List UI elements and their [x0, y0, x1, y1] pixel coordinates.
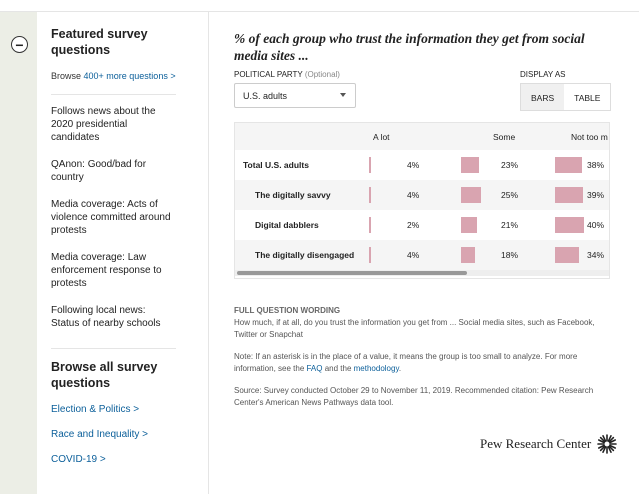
row-label: Total U.S. adults [243, 160, 309, 170]
question-wording: How much, if at all, do you trust the information you get from ... Social media sites, such as Facebook, Twitter or Snapchat [234, 318, 595, 339]
value-label: 21% [501, 220, 519, 230]
value-label: 4% [407, 190, 420, 200]
display-toggle [520, 83, 611, 111]
table-row [235, 150, 609, 180]
column-header: Some [493, 132, 516, 142]
sidebar-divider-2 [51, 348, 176, 349]
pew-sunburst-icon [597, 434, 617, 454]
column-divider [208, 12, 209, 494]
display-table-button[interactable]: TABLE [574, 93, 601, 103]
note-prefix: Note: If an asterisk is in the place of a value, it means the group is too small to analyze. For more information, see the [234, 352, 578, 373]
methodology-link[interactable]: methodology [353, 364, 399, 373]
display-as-label: DISPLAY AS [520, 70, 566, 79]
browse-all-title: Browse all survey questions [51, 360, 158, 390]
value-bar [555, 187, 583, 203]
value-label: 34% [587, 250, 605, 260]
note-suffix: . [398, 364, 402, 373]
left-rail [0, 12, 37, 494]
select-value: U.S. adults [243, 91, 288, 101]
value-bar [555, 247, 579, 263]
source-note: Source: Survey conducted October 29 to November 11, 2019. Recommended citation: Pew Research Center's American News Pathways data tool. [234, 386, 594, 407]
top-divider [0, 11, 639, 12]
value-bar [461, 157, 479, 173]
filter-label-text: POLITICAL PARTY [234, 70, 303, 79]
filters [234, 70, 612, 118]
table-row [235, 240, 609, 270]
table-row [235, 180, 609, 210]
value-bar [555, 157, 582, 173]
sidebar-item-violence-coverage[interactable]: Media coverage: Acts of violence committed around protests [51, 199, 171, 236]
value-label: 40% [587, 220, 605, 230]
value-bar [369, 157, 371, 173]
value-bar [461, 247, 475, 263]
value-label: 2% [407, 220, 420, 230]
faq-link[interactable]: FAQ [306, 364, 323, 373]
value-bar [555, 217, 584, 233]
value-label: 23% [501, 160, 519, 170]
sidebar-item-presidential-news[interactable]: Follows news about the 2020 presidential candidates [51, 106, 156, 143]
value-label: 4% [407, 250, 420, 260]
row-label: The digitally disengaged [255, 250, 355, 260]
sidebar-item-qanon[interactable]: QAnon: Good/bad for country [51, 159, 147, 183]
filter-optional: (Optional) [302, 70, 340, 79]
value-bar [369, 247, 371, 263]
sidebar-item-local-schools[interactable]: Following local news: Status of nearby schools [51, 305, 161, 329]
category-covid[interactable]: COVID-19 > [51, 454, 106, 465]
column-header: Not too m [571, 132, 608, 142]
value-bar [369, 187, 371, 203]
sidebar [51, 26, 176, 479]
display-bars-button[interactable]: BARS [521, 84, 564, 110]
value-label: 39% [587, 190, 605, 200]
value-label: 25% [501, 190, 519, 200]
notes [234, 305, 612, 419]
value-bar [369, 217, 371, 233]
category-election[interactable]: Election & Politics > [51, 404, 140, 415]
row-label: The digitally savvy [255, 190, 331, 200]
brand-name: Pew Research Center [480, 436, 592, 451]
political-party-select[interactable] [234, 83, 356, 108]
asterisk-note [234, 351, 612, 375]
table-header [235, 123, 609, 150]
column-header: A lot [373, 132, 390, 142]
question-title: % of each group who trust the information they get from social media sites ... [234, 31, 585, 63]
scrollbar-thumb[interactable] [237, 271, 467, 275]
chevron-down-icon [340, 93, 346, 97]
value-bar [461, 187, 481, 203]
results-table [234, 122, 610, 279]
value-label: 18% [501, 250, 519, 260]
value-bar [461, 217, 477, 233]
value-label: 4% [407, 160, 420, 170]
table-row [235, 210, 609, 240]
horizontal-scrollbar[interactable] [235, 270, 609, 276]
collapse-icon[interactable]: − [11, 36, 28, 53]
wording-heading: FULL QUESTION WORDING [234, 306, 341, 315]
note-mid: and the [322, 364, 354, 373]
pew-logo[interactable] [480, 434, 617, 454]
value-label: 38% [587, 160, 605, 170]
main-panel [234, 30, 612, 118]
featured-title: Featured survey questions [51, 27, 148, 57]
browse-more-link[interactable]: 400+ more questions > [83, 71, 176, 81]
row-label: Digital dabblers [255, 220, 319, 230]
category-race[interactable]: Race and Inequality > [51, 429, 149, 440]
sidebar-item-law-enforcement[interactable]: Media coverage: Law enforcement response to protests [51, 252, 162, 289]
browse-more [51, 71, 176, 81]
browse-prefix: Browse [51, 71, 84, 81]
sidebar-divider [51, 94, 176, 95]
filter-label [234, 70, 340, 79]
